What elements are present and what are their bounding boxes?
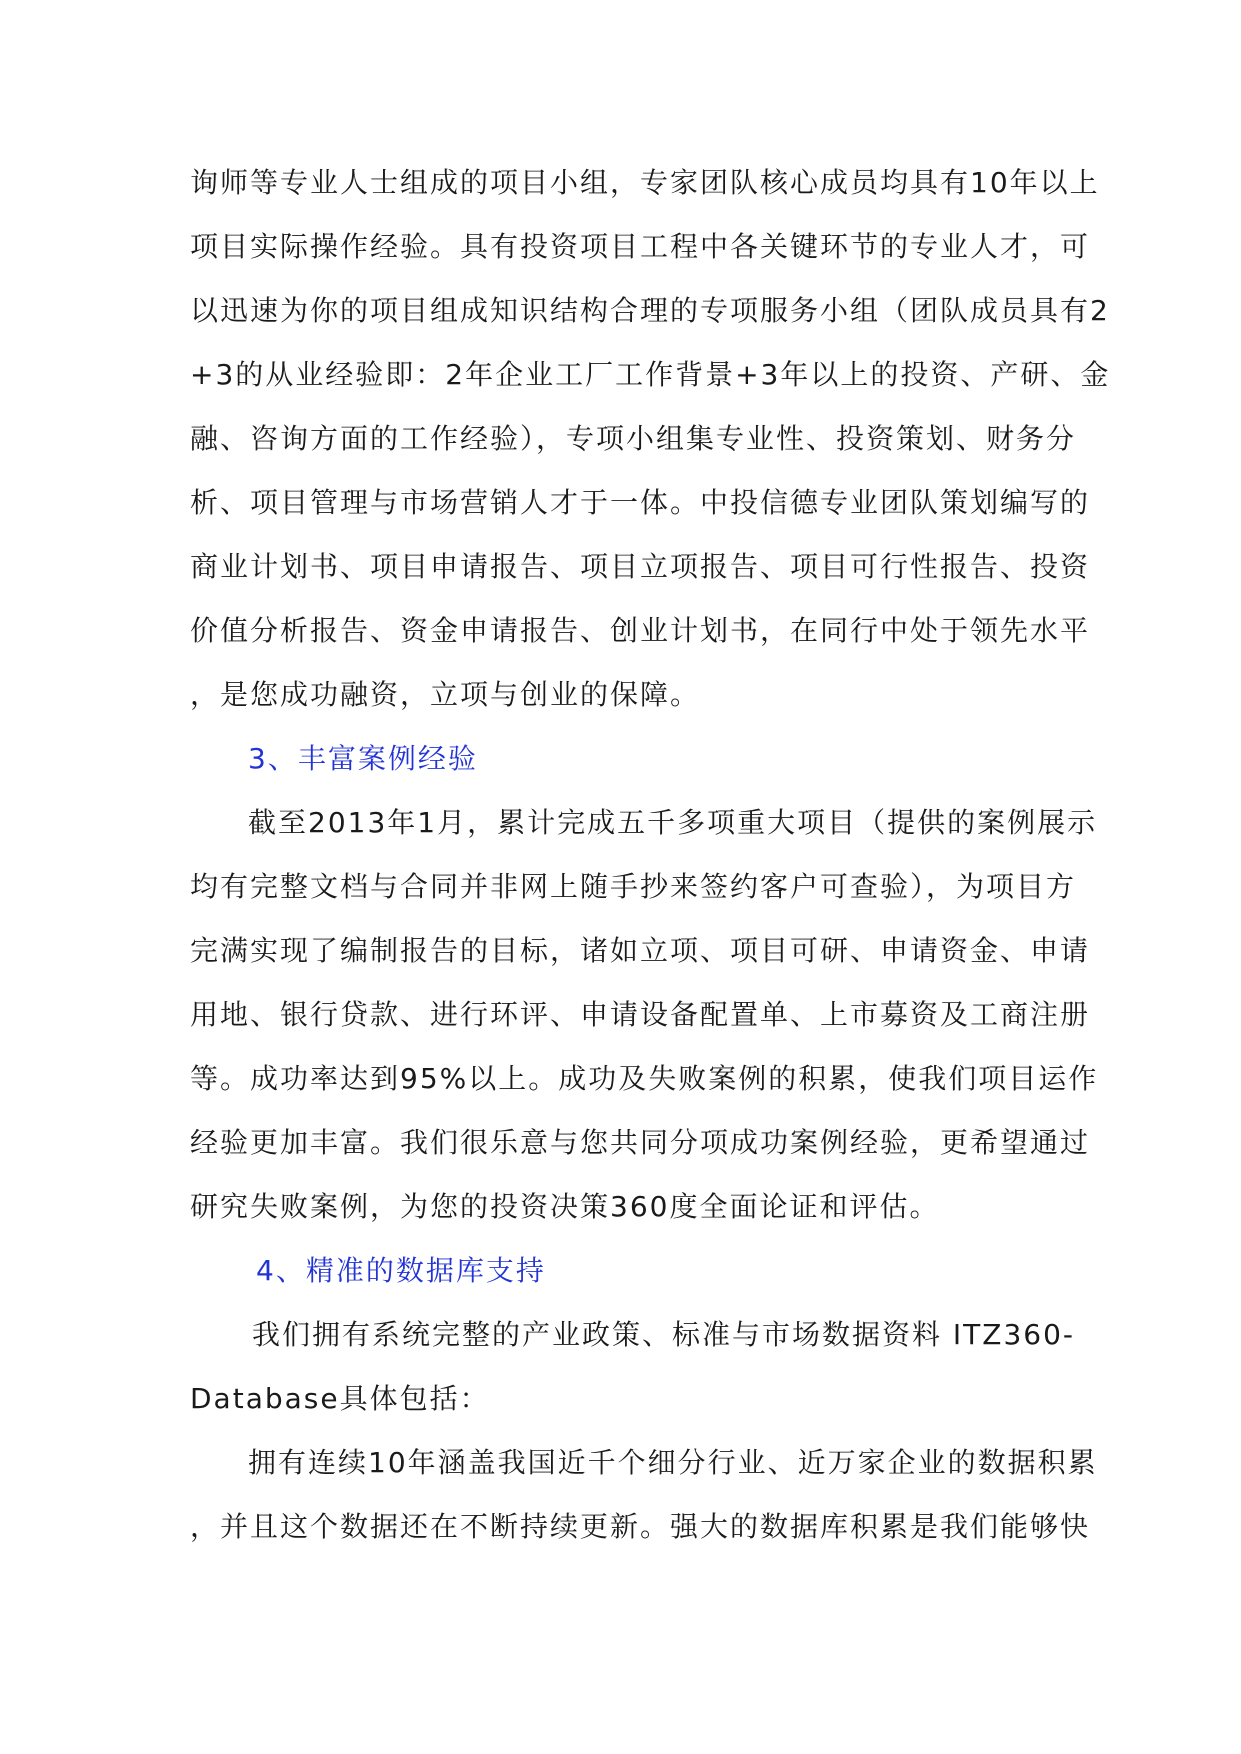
paragraph-line: ，是您成功融资，立项与创业的保障。 bbox=[190, 678, 701, 711]
paragraph-line: 均有完整文档与合同并非网上随手抄来签约客户可查验），为项目方 bbox=[190, 870, 1077, 903]
paragraph-line: 融、咨询方面的工作经验），专项小组集专业性、投资策划、财务分 bbox=[190, 422, 1077, 455]
paragraph-line: 完满实现了编制报告的目标，诸如立项、项目可研、申请资金、申请 bbox=[190, 934, 1091, 967]
paragraph-line: 析、项目管理与市场营销人才于一体。中投信德专业团队策划编写的 bbox=[190, 486, 1091, 519]
section-heading-3: 3、丰富案例经验 bbox=[248, 742, 478, 775]
paragraph-line: 用地、银行贷款、进行环评、申请设备配置单、上市募资及工商注册 bbox=[190, 998, 1091, 1031]
section-heading-4: 4、精准的数据库支持 bbox=[256, 1254, 546, 1287]
paragraph-line: 研究失败案例，为您的投资决策360度全面论证和评估。 bbox=[190, 1190, 940, 1223]
paragraph-line: 以迅速为你的项目组成知识结构合理的专项服务小组（团队成员具有2 bbox=[190, 294, 1110, 327]
paragraph-line: 询师等专业人士组成的项目小组，专家团队核心成员均具有10年以上 bbox=[190, 166, 1100, 199]
paragraph-line: 商业计划书、项目申请报告、项目立项报告、项目可行性报告、投资 bbox=[190, 550, 1091, 583]
paragraph-line: ，并且这个数据还在不断持续更新。强大的数据库积累是我们能够快 bbox=[190, 1510, 1091, 1543]
paragraph-line: Database具体包括： bbox=[190, 1382, 490, 1415]
paragraph-line: 项目实际操作经验。具有投资项目工程中各关键环节的专业人才，可 bbox=[190, 230, 1091, 263]
paragraph-line: 我们拥有系统完整的产业政策、标准与市场数据资料 ITZ360- bbox=[252, 1318, 1075, 1351]
paragraph-line: +3的从业经验即：2年企业工厂工作背景+3年以上的投资、产研、金 bbox=[190, 358, 1111, 391]
paragraph-line: 经验更加丰富。我们很乐意与您共同分项成功案例经验，更希望通过 bbox=[190, 1126, 1091, 1159]
paragraph-line: 拥有连续10年涵盖我国近千个细分行业、近万家企业的数据积累 bbox=[248, 1446, 1098, 1479]
paragraph-line: 价值分析报告、资金申请报告、创业计划书，在同行中处于领先水平 bbox=[190, 614, 1091, 647]
paragraph-line: 截至2013年1月，累计完成五千多项重大项目（提供的案例展示 bbox=[248, 806, 1098, 839]
paragraph-line: 等。成功率达到95%以上。成功及失败案例的积累，使我们项目运作 bbox=[190, 1062, 1099, 1095]
